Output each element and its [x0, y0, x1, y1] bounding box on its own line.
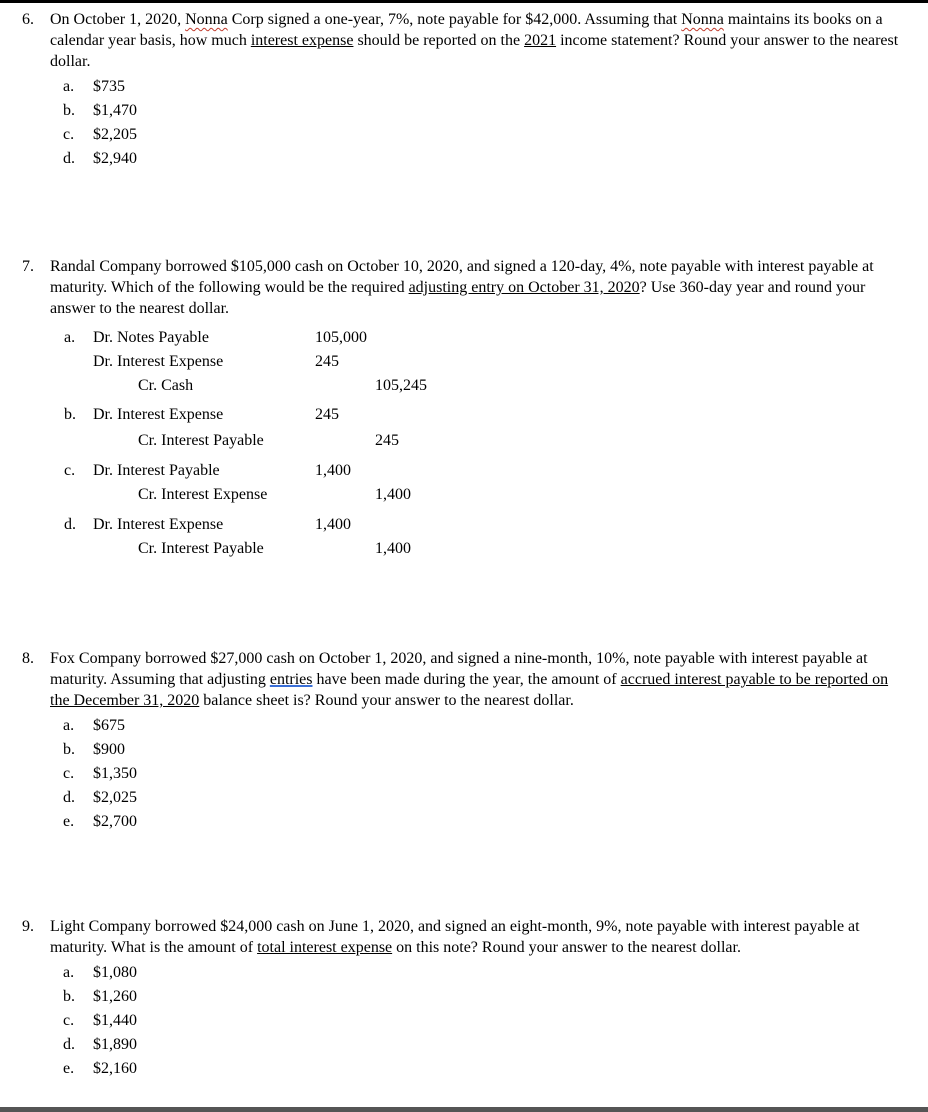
answer-option: e. $2,160	[63, 1060, 137, 1077]
account-name: Cr. Interest Payable	[138, 540, 264, 557]
account-name: Cr. Cash	[138, 377, 194, 394]
answer-option: b. $1,260	[63, 988, 137, 1005]
account-name: Dr. Interest Expense	[93, 353, 224, 370]
journal-entry-a	[0, 326, 520, 398]
question-6	[22, 9, 902, 171]
account-name: Dr. Interest Expense	[93, 406, 224, 423]
question-number: 7.	[22, 258, 34, 275]
answer-option: a. $675	[63, 717, 125, 734]
account-name: Dr. Notes Payable	[93, 329, 209, 346]
journal-entry-b	[0, 403, 520, 453]
debit-amount: 105,000	[315, 329, 367, 346]
answer-option: a. $735	[63, 78, 125, 95]
answer-options	[63, 714, 902, 834]
answer-options	[63, 961, 902, 1081]
answer-option: b. $900	[63, 741, 125, 758]
question-7	[22, 256, 902, 319]
question-text: Light Company borrowed $24,000 cash on June 1, 2020, and signed an eight-month, 9%, note payable with interest payable at maturity. What is the amount of total interest expense on this note? Round your answer to the nearest dollar.	[50, 918, 860, 956]
debit-amount: 1,400	[315, 462, 351, 479]
question-number: 6.	[22, 11, 34, 28]
answer-option: b. $1,470	[63, 102, 137, 119]
entry-letter: a.	[64, 329, 76, 346]
answer-option: d. $2,940	[63, 150, 137, 167]
credit-amount: 245	[375, 432, 399, 449]
answer-option: c. $1,350	[63, 765, 137, 782]
credit-amount: 1,400	[375, 540, 411, 557]
underlined-term: 2021	[524, 32, 557, 49]
question-text: Randal Company borrowed $105,000 cash on October 10, 2020, and signed a 120-day, 4%, note payable with interest payable at maturity. Which of the following would be the required adjusting entry on October 31, 2020? Use 360-day year and round your answer to the nearest dollar.	[50, 258, 874, 317]
answer-option: a. $1,080	[63, 964, 137, 981]
entry-letter: d.	[64, 516, 76, 533]
debit-amount: 1,400	[315, 516, 351, 533]
question-number: 8.	[22, 650, 34, 667]
debit-amount: 245	[315, 353, 339, 370]
question-8	[22, 648, 902, 834]
top-border	[0, 0, 928, 3]
answer-option: c. $2,205	[63, 126, 137, 143]
answer-options	[63, 75, 902, 171]
account-name: Cr. Interest Payable	[138, 432, 264, 449]
answer-option: d. $1,890	[63, 1036, 137, 1053]
account-name: Dr. Interest Expense	[93, 516, 224, 533]
question-text: Fox Company borrowed $27,000 cash on October 1, 2020, and signed a nine-month, 10%, note payable with interest payable at maturity. Assuming that adjusting entries have been made during the year, the amount of accrued interest payable to be reported on the December 31, 2020 balance sheet is? Round your answer to the nearest dollar.	[50, 650, 889, 709]
credit-amount: 1,400	[375, 486, 411, 503]
grammar-flag: entries	[269, 671, 313, 688]
entry-letter: c.	[64, 462, 76, 479]
answer-option: c. $1,440	[63, 1012, 137, 1029]
spellcheck-flag: Nonna	[185, 11, 228, 28]
journal-entry-c	[0, 459, 520, 507]
spellcheck-flag: Nonna	[681, 11, 724, 28]
journal-entry-d	[0, 513, 520, 561]
underlined-term: total interest expense	[257, 939, 393, 956]
answer-option: d. $2,025	[63, 789, 137, 806]
bottom-border	[0, 1107, 928, 1112]
entry-letter: b.	[64, 406, 76, 423]
question-text: On October 1, 2020, Nonna Corp signed a one-year, 7%, note payable for $42,000. Assuming that Nonna maintains its books on a calendar year basis, how much interest expense should be reported on the 2021 income statement? Round your answer to the nearest dollar.	[50, 11, 899, 70]
underlined-term: interest expense	[250, 32, 354, 49]
question-number: 9.	[22, 918, 34, 935]
underlined-term: accrued interest payable to be reported on the December 31, 2020	[50, 671, 889, 709]
account-name: Dr. Interest Payable	[93, 462, 220, 479]
answer-option: e. $2,700	[63, 813, 137, 830]
credit-amount: 105,245	[375, 377, 427, 394]
account-name: Cr. Interest Expense	[138, 486, 268, 503]
debit-amount: 245	[315, 406, 339, 423]
question-9	[22, 916, 902, 1081]
underlined-term: adjusting entry on October 31, 2020	[408, 279, 640, 296]
